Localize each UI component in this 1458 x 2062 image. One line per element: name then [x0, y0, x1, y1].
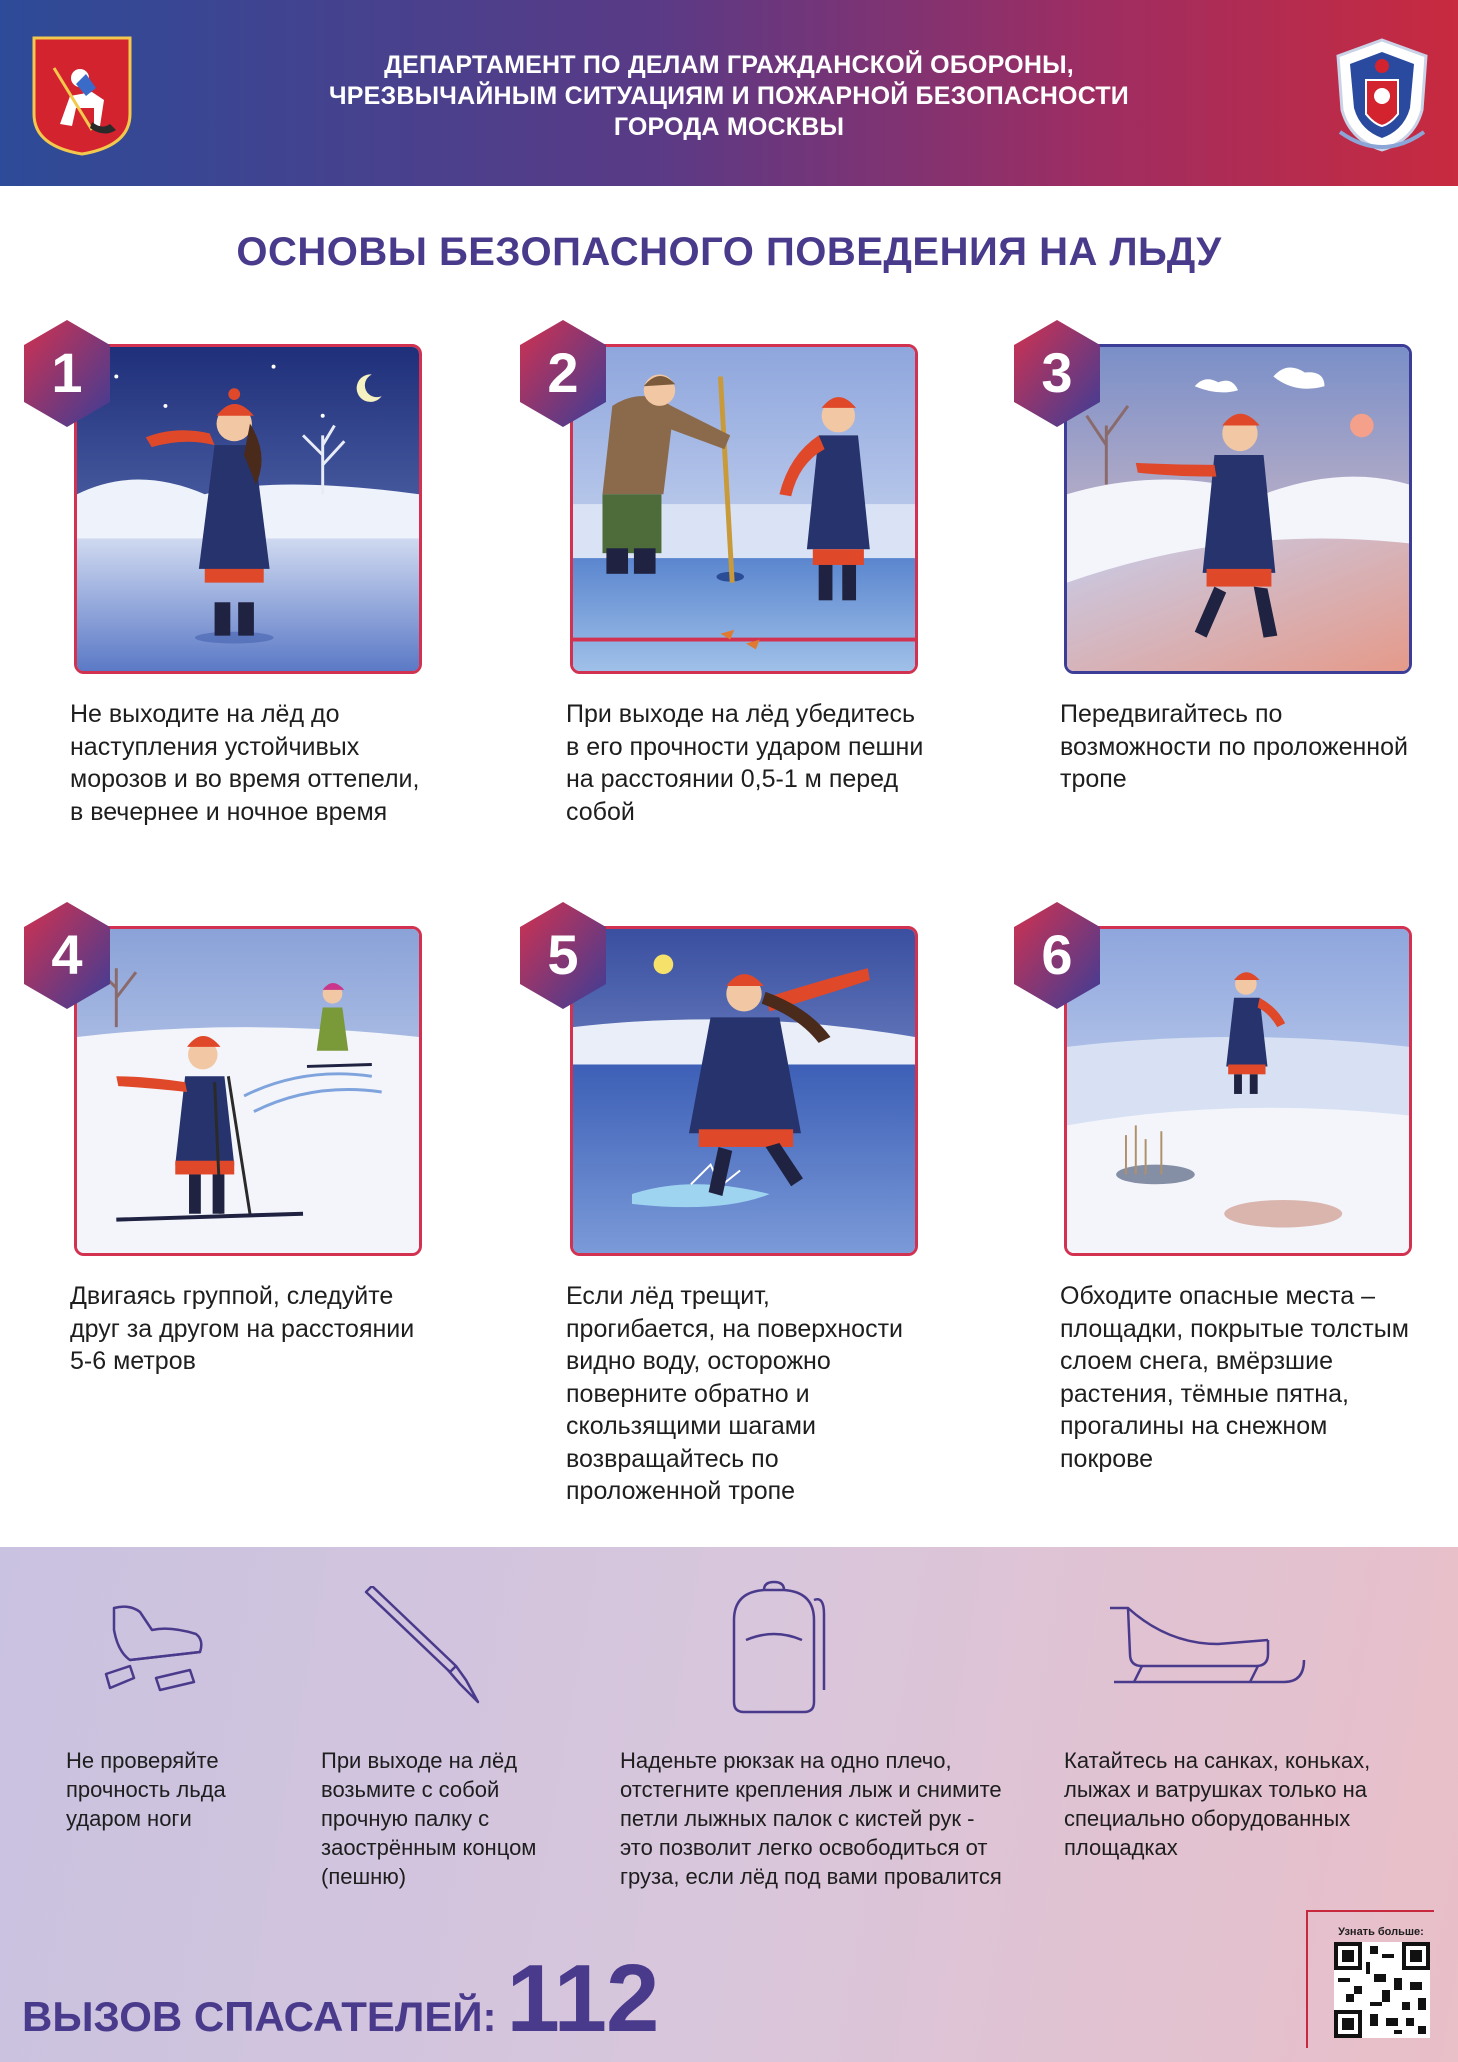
illustration-dangerous-spots [1064, 926, 1412, 1256]
boot-icon [100, 1600, 210, 1700]
step-number: 5 [547, 923, 579, 986]
emergency-label: ВЫЗОВ СПАСАТЕЛЕЙ: [22, 1993, 497, 2040]
illustration-walking-path [1064, 344, 1412, 674]
tip-text-backpack: Наденьте рюкзак на одно плечо, отстегните крепления лыж и снимите петли лыжных палок с кистей рук - это позволит легко освободиться от груза, если лёд под вами провалится [620, 1748, 1002, 1889]
step-number: 1 [51, 341, 83, 404]
department-emblem-icon [1330, 36, 1434, 154]
illustration-group-skiing [74, 926, 422, 1256]
step-text: Передвигайтесь по возможности по проложенной тропе [1060, 700, 1408, 793]
header-banner [0, 0, 1458, 186]
step-text: Если лёд трещит, прогибается, на поверхности видно воду, осторожно поверните обратно и скользящими шагами возвращайтесь по проложенной тропе [566, 1282, 903, 1505]
department-line: ГОРОДА МОСКВЫ [613, 113, 845, 141]
tip-text-boot: Не проверяйте прочность льда ударом ноги [66, 1748, 226, 1831]
qr-label: Узнать больше: [1338, 1926, 1424, 1938]
step-number: 6 [1041, 923, 1073, 986]
page-title: ОСНОВЫ БЕЗОПАСНОГО ПОВЕДЕНИЯ НА ЛЬДУ [236, 230, 1222, 274]
step-number: 2 [547, 341, 579, 404]
step-number: 4 [51, 923, 83, 986]
tip-text-ice-pick: При выходе на лёд возьмите с собой прочную палку с заострённым концом (пешню) [321, 1748, 537, 1889]
step-text: Не выходите на лёд до наступления устойчивых морозов и во время оттепели, в вечернее и ночное время [70, 700, 420, 826]
illustration-night-ice [74, 344, 422, 674]
department-name [180, 50, 1278, 143]
step-number: 3 [1041, 341, 1073, 404]
step-text: При выходе на лёд убедитесь в его прочности ударом пешни на расстоянии 0,5-1 м перед собой [566, 700, 924, 826]
emergency-call [22, 1944, 658, 2054]
tip-text-sled: Катайтесь на санках, коньках, лыжах и ватрушках только на специально оборудованных площадках [1064, 1748, 1371, 1860]
qr-code-icon[interactable] [1334, 1942, 1430, 2038]
moscow-coat-of-arms-icon [30, 34, 134, 156]
department-line: ДЕПАРТАМЕНТ ПО ДЕЛАМ ГРАЖДАНСКОЙ ОБОРОНЫ, [384, 51, 1074, 79]
backpack-icon [720, 1580, 830, 1716]
sled-icon [1108, 1604, 1308, 1692]
emergency-number[interactable]: 112 [506, 1945, 659, 2052]
ice-pick-icon [360, 1586, 490, 1706]
step-text: Обходите опасные места – площадки, покрытые толстым слоем снега, вмёрзшие растения, тёмные пятна, прогалины на снежном покрове [1060, 1282, 1409, 1473]
step-text: Двигаясь группой, следуйте друг за другом на расстоянии 5-6 метров [70, 1282, 415, 1375]
department-line: ЧРЕЗВЫЧАЙНЫМ СИТУАЦИЯМ И ПОЖАРНОЙ БЕЗОПАСНОСТИ [329, 82, 1129, 110]
illustration-ice-pick-check [570, 344, 918, 674]
illustration-cracking-ice [570, 926, 918, 1256]
